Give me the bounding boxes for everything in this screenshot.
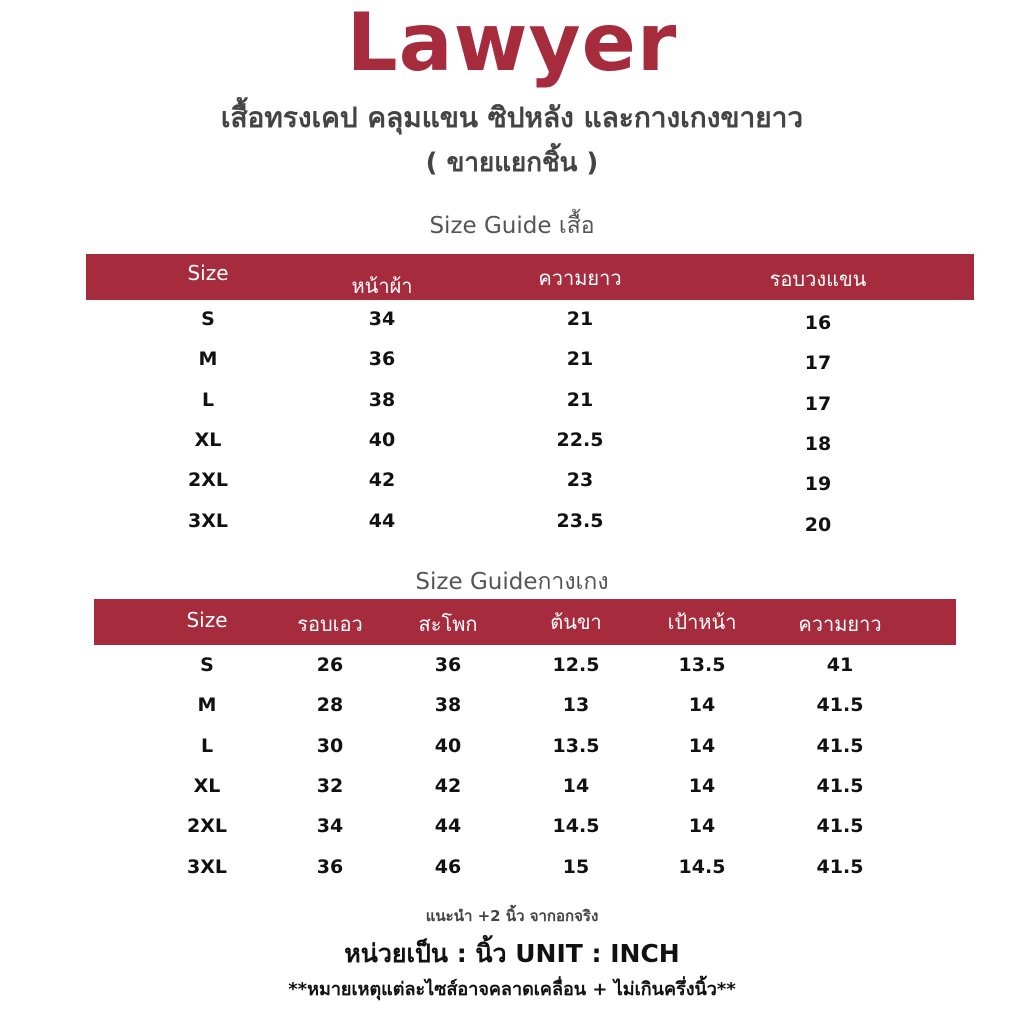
table-cell: L bbox=[201, 388, 215, 411]
table-cell: 21 bbox=[566, 308, 594, 330]
column-header: Size bbox=[187, 261, 229, 285]
table-cell: XL bbox=[193, 774, 221, 797]
table-cell: 19 bbox=[804, 473, 832, 496]
column-header: รอบเอว bbox=[297, 612, 363, 636]
table-cell: 3XL bbox=[188, 509, 228, 532]
table-cell: 21 bbox=[566, 388, 594, 411]
column-header: สะโพก bbox=[418, 612, 478, 636]
table-cell: 13 bbox=[562, 694, 590, 717]
table-cell: 2XL bbox=[187, 815, 227, 838]
table-cell: 18 bbox=[804, 432, 832, 455]
table-cell: 41 bbox=[826, 654, 854, 676]
table-cell: 3XL bbox=[187, 855, 227, 878]
tolerance-note: **หมายเหตุแต่ละไซส์อาจคลาดเคลื่อน + ไม่เกินครึ่งนิ้ว** bbox=[288, 979, 736, 1000]
column-header: Size bbox=[186, 608, 228, 632]
table-cell: 34 bbox=[316, 815, 344, 838]
table-cell: 36 bbox=[316, 855, 344, 878]
column-header: ความยาว bbox=[798, 612, 882, 636]
table-cell: 28 bbox=[316, 694, 344, 717]
table-cell: XL bbox=[194, 428, 222, 451]
table-cell: M bbox=[197, 694, 217, 717]
column-header: ความยาว bbox=[538, 266, 622, 290]
table-cell: 41.5 bbox=[816, 734, 864, 757]
table-cell: 2XL bbox=[188, 469, 228, 492]
product-subtitle-note: ( ขายแยกชิ้น ) bbox=[425, 148, 599, 178]
table-cell: 41.5 bbox=[816, 815, 864, 838]
table-cell: 36 bbox=[368, 348, 396, 371]
fit-advice: แนะนำ +2 นิ้ว จากอกจริง bbox=[425, 907, 599, 925]
table-cell: L bbox=[200, 734, 214, 757]
table-cell: 15 bbox=[562, 855, 590, 878]
table-cell: S bbox=[200, 654, 214, 676]
table-cell: 41.5 bbox=[816, 774, 864, 797]
table-cell: 14 bbox=[688, 694, 716, 717]
table-cell: 41.5 bbox=[816, 694, 864, 717]
table-cell: M bbox=[198, 348, 218, 371]
table-cell: 40 bbox=[434, 734, 462, 757]
table-cell: 17 bbox=[804, 392, 832, 415]
table-cell: 13.5 bbox=[678, 654, 726, 676]
table-cell: 44 bbox=[434, 815, 462, 838]
table-cell: 34 bbox=[368, 308, 396, 330]
table-cell: 16 bbox=[804, 312, 832, 334]
column-header: รอบวงแขน bbox=[769, 267, 867, 291]
table-cell: 12.5 bbox=[552, 654, 600, 676]
table-cell: 42 bbox=[434, 774, 462, 797]
table-cell: 42 bbox=[368, 469, 396, 492]
table-cell: 26 bbox=[316, 654, 344, 676]
table-cell: S bbox=[201, 308, 215, 330]
pants-size-guide-title: Size Guideกางเกง bbox=[415, 569, 609, 595]
table-cell: 40 bbox=[368, 428, 396, 451]
table-cell: 17 bbox=[804, 352, 832, 375]
table-cell: 14.5 bbox=[552, 815, 600, 838]
table-cell: 20 bbox=[804, 513, 832, 536]
table-cell: 46 bbox=[434, 855, 462, 878]
table-cell: 38 bbox=[368, 388, 396, 411]
column-header: เป้าหน้า bbox=[667, 610, 737, 634]
table-cell: 23 bbox=[566, 469, 594, 492]
table-cell: 14 bbox=[688, 774, 716, 797]
table-cell: 14.5 bbox=[678, 855, 726, 878]
table-cell: 44 bbox=[368, 509, 396, 532]
table-cell: 36 bbox=[434, 654, 462, 676]
table-cell: 21 bbox=[566, 348, 594, 371]
product-subtitle: เสื้อทรงเคป คลุมแขน ซิปหลัง และกางเกงขายาว bbox=[220, 101, 804, 134]
table-cell: 14 bbox=[688, 815, 716, 838]
table-cell: 14 bbox=[688, 734, 716, 757]
table-cell: 14 bbox=[562, 774, 590, 797]
table-cell: 30 bbox=[316, 734, 344, 757]
unit-label: หน่วยเป็น : นิ้ว UNIT : INCH bbox=[344, 939, 680, 968]
table-cell: 13.5 bbox=[552, 734, 600, 757]
table-cell: 38 bbox=[434, 694, 462, 717]
table-cell: 23.5 bbox=[556, 509, 604, 532]
table-cell: 41.5 bbox=[816, 855, 864, 878]
table-cell: 32 bbox=[316, 774, 344, 797]
table-cell: 22.5 bbox=[556, 428, 604, 451]
brand-title: Lawyer bbox=[346, 0, 678, 89]
shirt-size-guide-title: Size Guide เสื้อ bbox=[429, 213, 595, 239]
column-header: หน้าผ้า bbox=[351, 274, 413, 298]
column-header: ต้นขา bbox=[550, 610, 602, 634]
